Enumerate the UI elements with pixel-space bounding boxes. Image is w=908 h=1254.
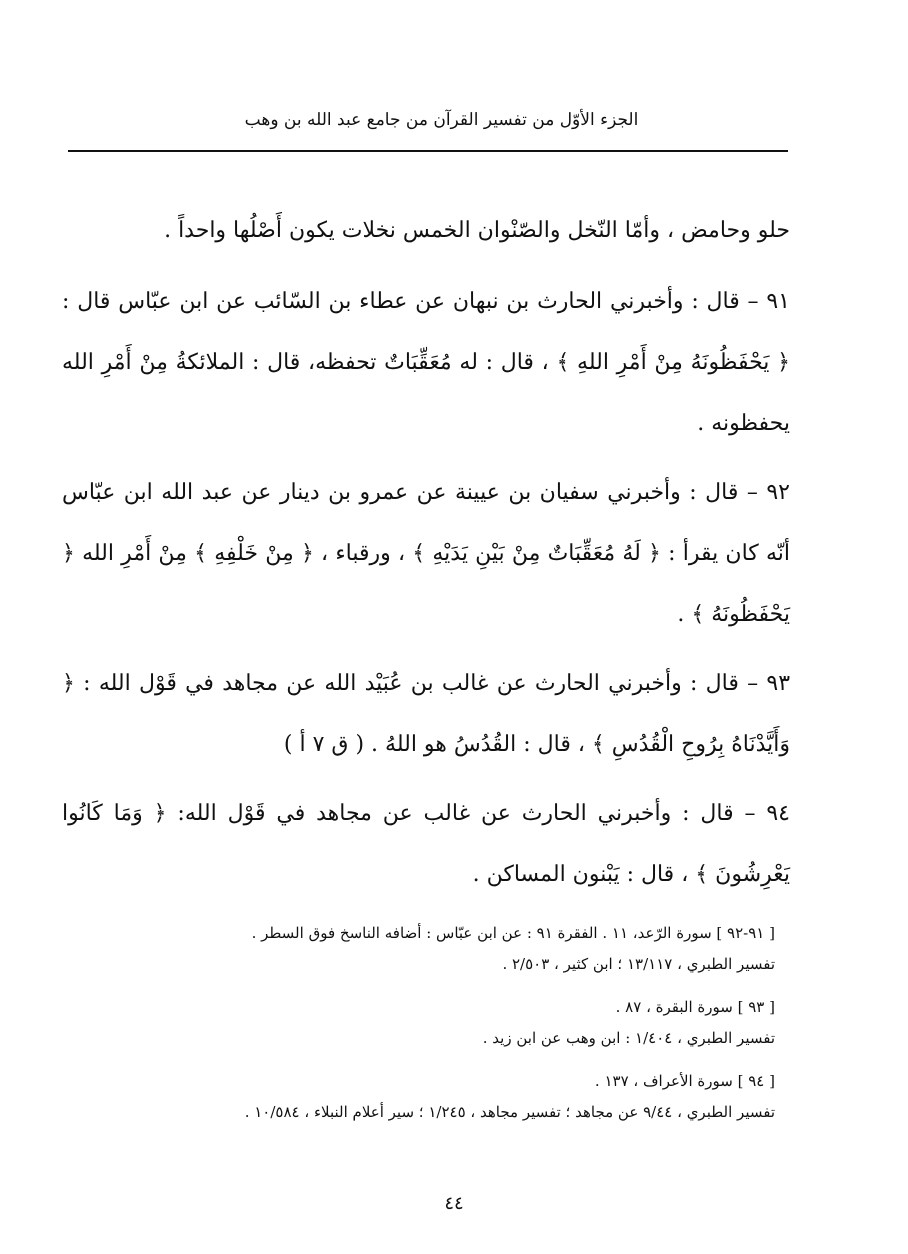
footnote-93-source: تفسير الطبري ، ١/٤٠٤ : ابن وهب عن ابن زيد . [482,1029,775,1047]
footnote-91-92-source: تفسير الطبري ، ١٣/١١٧ ؛ ابن كثير ، ٢/٥٠٣ . [502,955,775,973]
paragraph-92: ٩٢ – قال : وأخبرني سفيان بن عيينة عن عمرو بن دينار عن عبد الله ابن عبّاس أنّه كان يقرأ : ﴿ لَهُ مُعَقِّبَاتٌ مِنْ بَيْنِ يَدَيْهِ ﴾ ، ورقباء ، ﴿ مِنْ خَلْفِهِ ﴾ مِنْ أَمْرِ الله ﴿ يَحْفَظُونَهُ ﴾ . [62,480,790,627]
paragraph-93: ٩٣ – قال : وأخبرني الحارث عن غالب بن عُبَيْد الله عن مجاهد في قَوْل الله : ﴿ وَأَيَّدْنَاهُ بِرُوحِ الْقُدُسِ ﴾ ، قال : القُدُسُ هو اللهُ . ( ق ٧ أ ) [62,671,791,757]
footnote-94-source: تفسير الطبري ، ٩/٤٤ عن مجاهد ؛ تفسير مجاهد ، ١/٢٤٥ ؛ سير أعلام النبلاء ، ١٠/٥٨٤ . [244,1103,775,1121]
running-header: الجزء الأوّل من تفسير القرآن من جامع عبد الله بن وهب [244,110,639,130]
footnote-94-ref: [ ٩٤ ] سورة الأعراف ، ١٣٧ . [594,1072,775,1090]
paragraph-continuation: حلو وحامض ، وأمّا النّخل والصّنْوان الخمس نخلات يكون أَصْلُها واحداً . [164,218,790,243]
page-number: ٤٤ [444,1193,464,1214]
paragraph-91: ٩١ – قال : وأخبرني الحارث بن نبهان عن عطاء بن السّائب عن ابن عبّاس قال : ﴿ يَحْفَظُونَهُ مِنْ أَمْرِ اللهِ ﴾ ، قال : له مُعَقِّبَاتٌ تحفظه، قال : الملائكةُ مِنْ أَمْرِ الله يحفظونه . [62,289,790,436]
main-text [62,200,790,913]
footnote-93-ref: [ ٩٣ ] سورة البقرة ، ٨٧ . [615,998,775,1016]
header-divider [68,150,788,152]
paragraph-94: ٩٤ – قال : وأخبرني الحارث عن غالب عن مجاهد في قَوْل الله: ﴿ وَمَا كَانُوا يَعْرِشُونَ ﴾ ، قال : يَبْنون المساكن . [62,801,790,887]
footnote-91-92-ref: [ ٩١-٩٢ ] سورة الرّعد، ١١ . الفقرة ٩١ : عن ابن عبّاس : أضافه الناسخ فوق السطر . [251,924,775,942]
footnotes [110,918,775,1128]
